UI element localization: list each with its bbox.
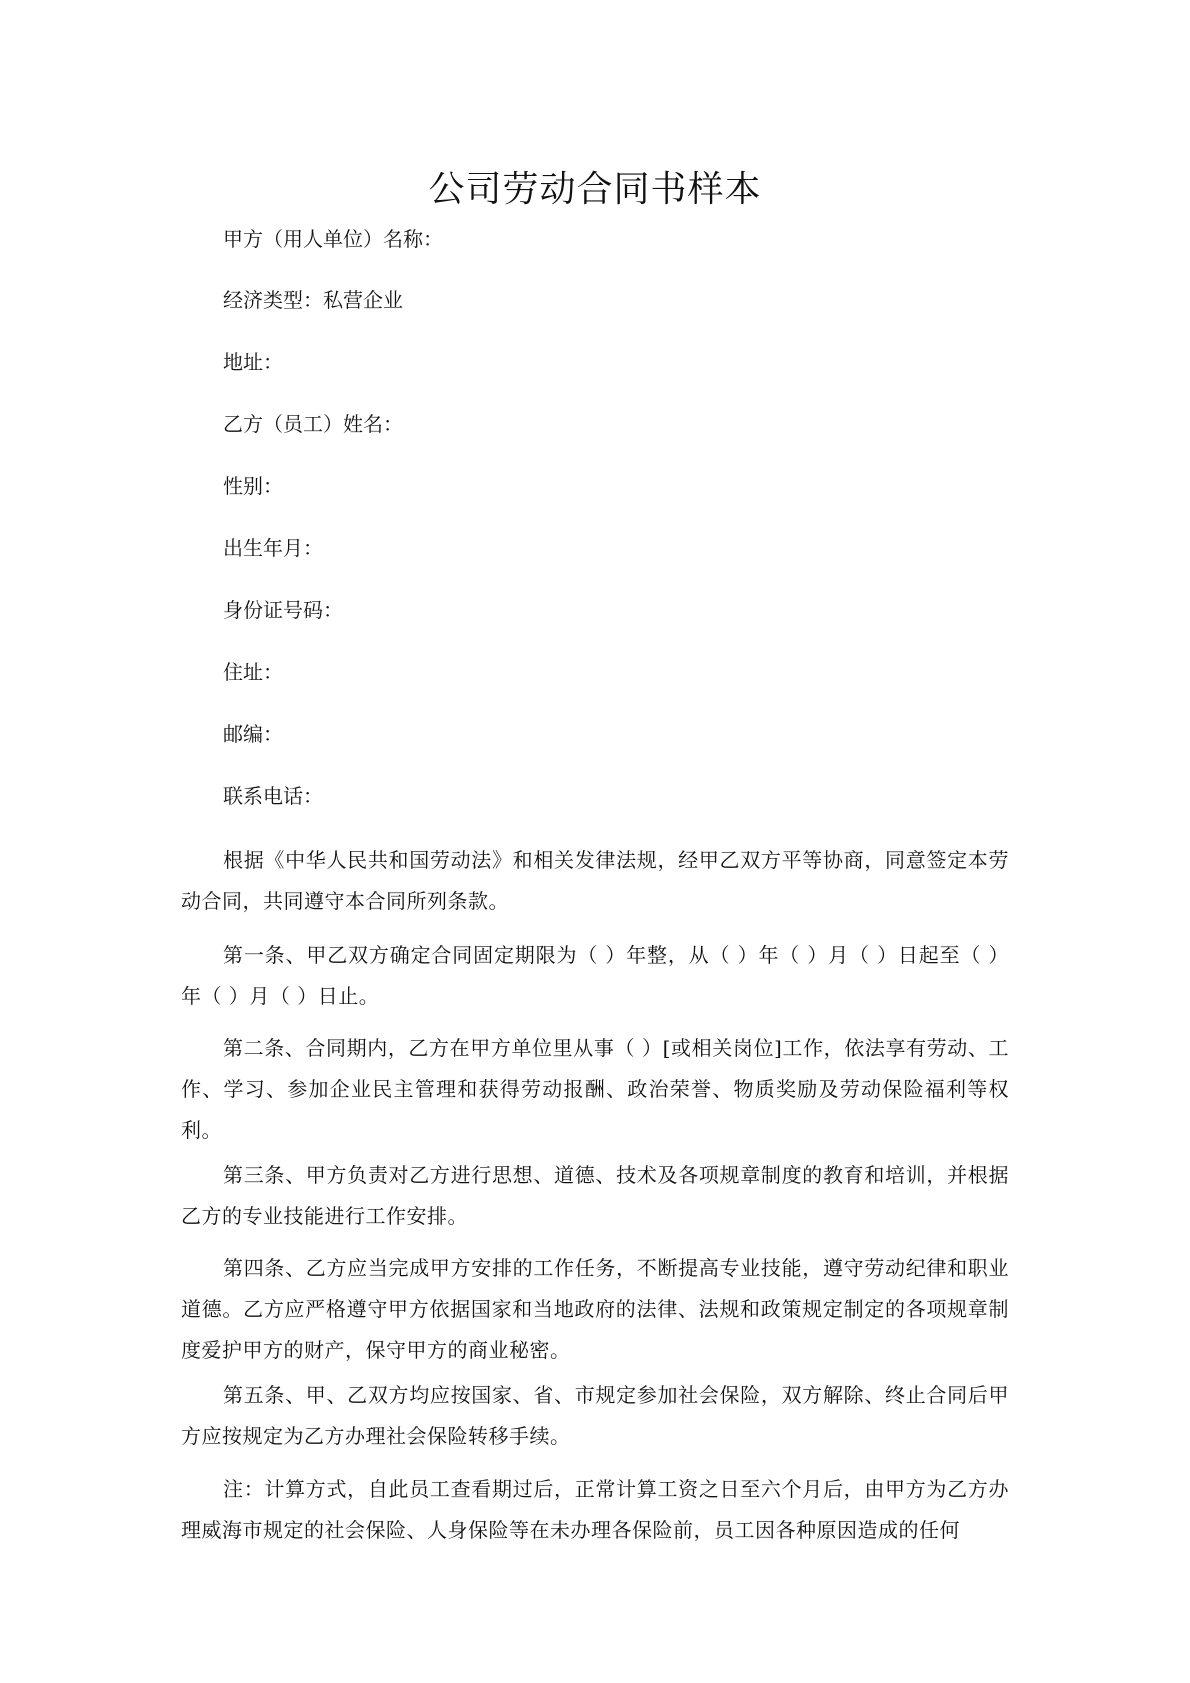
field-economic-type: 经济类型：私营企业 bbox=[223, 288, 403, 312]
field-birth-date: 出生年月： bbox=[223, 536, 323, 560]
field-gender: 性别： bbox=[223, 474, 283, 498]
document-title: 公司劳动合同书样本 bbox=[428, 169, 762, 210]
paragraph-article-4: 第四条、乙方应当完成甲方安排的工作任务，不断提高专业技能，遵守劳动纪律和职业道德。乙方应严格遵守甲方依据国家和当地政府的法律、法规和政策规定制定的各项规章制度爱护甲方的财产，保守甲方的商业秘密。 bbox=[181, 1256, 1009, 1362]
paragraph-article-5: 第五条、甲、乙双方均应按国家、省、市规定参加社会保险，双方解除、终止合同后甲方应按规定为乙方办理社会保险转移手续。 bbox=[181, 1383, 1009, 1448]
paragraph-note: 注：计算方式，自此员工查看期过后，正常计算工资之日至六个月后，由甲方为乙方办理威海市规定的社会保险、人身保险等在未办理各保险前，员工因各种原因造成的任何 bbox=[181, 1477, 1009, 1542]
field-id-number: 身份证号码： bbox=[223, 598, 343, 622]
paragraph-article-3: 第三条、甲方负责对乙方进行思想、道德、技术及各项规章制度的教育和培训，并根据乙方的专业技能进行工作安排。 bbox=[181, 1163, 1009, 1228]
field-employer-name: 甲方（用人单位）名称： bbox=[223, 227, 443, 251]
paragraph-article-2: 第二条、合同期内，乙方在甲方单位里从事（ ）[或相关岗位]工作，依法享有劳动、工作、学习、参加企业民主管理和获得劳动报酬、政治荣誉、物质奖励及劳动保险福利等权利。 bbox=[181, 1036, 1009, 1142]
paragraph-preamble: 根据《中华人民共和国劳动法》和相关发律法规，经甲乙双方平等协商，同意签定本劳动合同，共同遵守本合同所列条款。 bbox=[181, 848, 1009, 913]
field-employee-name: 乙方（员工）姓名： bbox=[223, 412, 403, 436]
field-postcode: 邮编： bbox=[223, 722, 283, 746]
field-employer-address: 地址： bbox=[223, 350, 283, 374]
field-residence: 住址： bbox=[223, 660, 283, 684]
paragraph-article-1: 第一条、甲乙双方确定合同固定期限为（ ）年整，从（ ）年（ ）月（ ）日起至（ ）年（ ）月（ ）日止。 bbox=[181, 943, 1009, 1008]
field-phone: 联系电话： bbox=[223, 784, 323, 808]
